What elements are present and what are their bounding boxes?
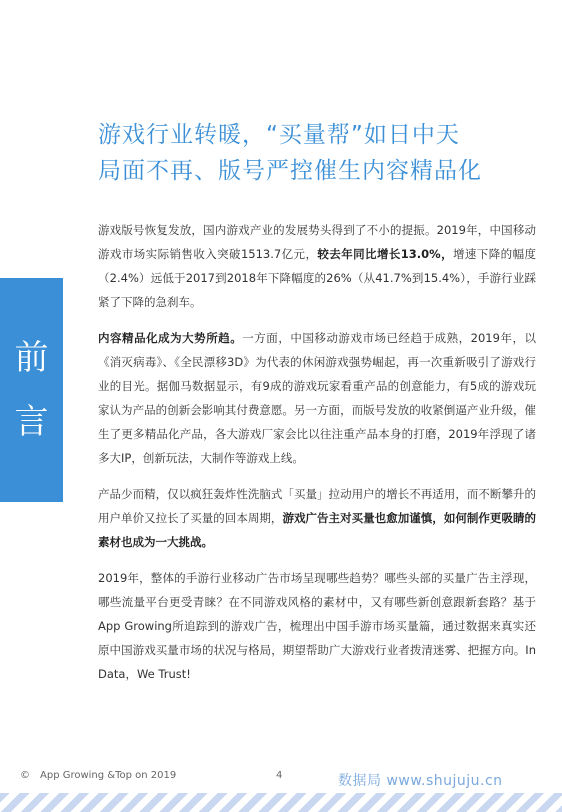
paragraph-1-highlight: 较去年同比增长13.0%， — [317, 247, 453, 261]
body-text — [98, 218, 536, 698]
paragraph-1 — [98, 218, 536, 314]
section-tab-char-1: 前 — [14, 338, 49, 378]
paragraph-2-highlight: 内容精品化成为大势所趋。 — [98, 331, 243, 345]
title-line-2: 局面不再、版号严控催生内容精品化 — [98, 158, 482, 184]
paragraph-2 — [98, 326, 536, 470]
paragraph-4: 2019年，整体的手游行业移动广告市场呈现哪些趋势？哪些头部的买量广告主浮现，哪些流量平台更受青睐？在不同游戏风格的素材中，又有哪些新创意跟新套路？基于App Growing所追踪到的游戏广告，梳理出中国手游市场买量篇，通过数据来真实还原中国游戏买量市场的状况与格局，期望帮助广大游戏行业者拨清迷雾、把握方向。In Data，We Trust! — [98, 571, 536, 681]
watermark: 数据局 www.shujuju.cn — [338, 773, 503, 789]
page-number: 4 — [276, 770, 283, 781]
paragraph-1-text-a: 游戏版号恢复发放，国内游戏产业的发展势头得到了不小的提振。2019年，中国移动游戏市场实际销售收入突破1513.7亿元， — [98, 223, 536, 261]
paragraph-1-text-b: 增速下降的幅度（2.4%）远低于2017到2018年下降幅度的26%（从41.7%到15.4%），手游行业踩紧了下降的急刹车。 — [98, 247, 536, 309]
page-title — [98, 117, 538, 189]
paragraph-3 — [98, 482, 536, 554]
copyright-text: App Growing &Top on 2019 — [40, 770, 177, 781]
paragraph-2-text: 一方面，中国移动游戏市场已经趋于成熟，2019年，以《消灭病毒》、《全民漂移3D》为代表的休闲游戏强势崛起，再一次重新吸引了游戏行业的目光。据伽马数据显示，有9成的游戏玩家看重产品的创意能力，有5成的游戏玩家认为产品的创新会影响其付费意愿。另一方面，而版号发放的收紧倒逼产业升级，催生了更多精品化产品，各大游戏厂家会比以往注重产品本身的打磨，2019年浮现了诸多大IP，创新玩法，大制作等游戏上线。 — [98, 331, 537, 465]
paragraph-3-highlight: 游戏广告主对买量也愈加谨慎，如何制作更吸睛的素材也成为一大挑战。 — [98, 511, 537, 549]
decorative-stripes — [0, 793, 562, 812]
title-line-1: 游戏行业转暖，“买量帮”如日中天 — [98, 122, 460, 148]
copyright-symbol: © — [20, 770, 30, 781]
footer-copyright — [20, 770, 176, 781]
section-tab-char-2: 言 — [14, 402, 49, 442]
section-tab-preface — [0, 278, 63, 502]
paragraph-3-text: 产品少而精，仅以疯狂轰炸性洗脑式「买量」拉动用户的增长不再适用，而不断攀升的用户单价又拉长了买量的回本周期， — [98, 487, 536, 525]
